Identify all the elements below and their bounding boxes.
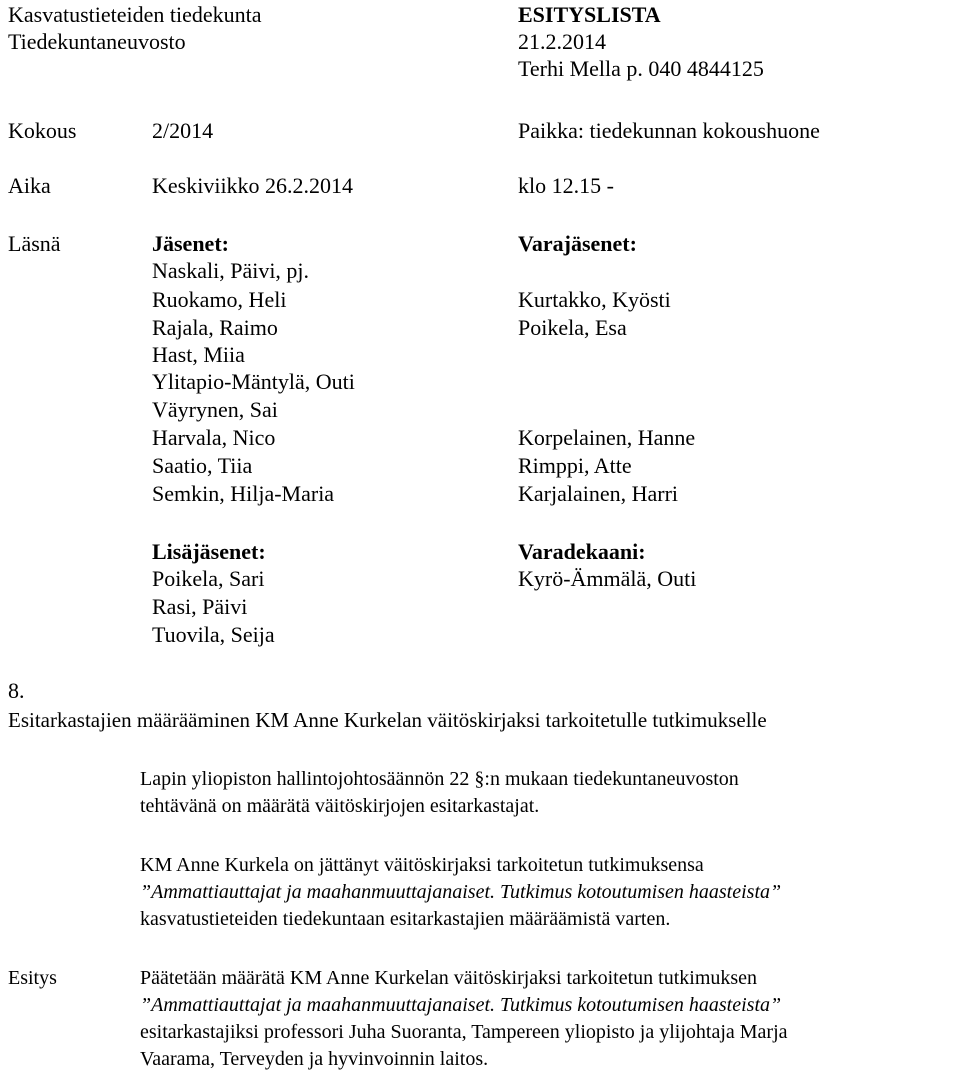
aika-label: Aika: [8, 173, 51, 198]
member-name: Harvala, Nico: [152, 425, 276, 450]
member-name: Semkin, Hilja-Maria: [152, 481, 335, 506]
paragraph-line: Lapin yliopiston hallintojohtosäännön 22 §:n mukaan tiedekuntaneuvoston: [140, 768, 739, 790]
additional-member-name: Poikela, Sari: [152, 566, 265, 591]
aika-value: Keskiviikko 26.2.2014: [152, 173, 354, 198]
meeting-place: Paikka: tiedekunnan kokoushuone: [518, 118, 820, 143]
additional-member-name: Tuovila, Seija: [152, 622, 275, 647]
members-heading: Jäsenet:: [152, 231, 229, 256]
deputy-name: Korpelainen, Hanne: [518, 425, 696, 450]
faculty-name: Kasvatustieteiden tiedekunta: [8, 2, 262, 27]
deputy-name: Poikela, Esa: [518, 315, 627, 340]
proposal-line: Päätetään määrätä KM Anne Kurkelan väitöskirjaksi tarkoitetun tutkimuksen: [140, 967, 758, 989]
vice-dean-name: Kyrö-Ämmälä, Outi: [518, 566, 697, 591]
item-title: Esitarkastajien määrääminen KM Anne Kurkelan väitöskirjaksi tarkoitetulle tutkimukselle: [8, 708, 767, 732]
deputy-name: Rimppi, Atte: [518, 453, 632, 478]
kokous-value: 2/2014: [152, 118, 214, 143]
esitys-label: Esitys: [8, 967, 57, 989]
document-date: 21.2.2014: [518, 29, 606, 54]
deputies-heading: Varajäsenet:: [518, 231, 637, 256]
additional-members-heading: Lisäjäsenet:: [152, 539, 266, 564]
member-name: Hast, Miia: [152, 342, 245, 367]
proposal-line: esitarkastajiksi professori Juha Suoranta, Tampereen yliopisto ja ylijohtaja Marja: [140, 1021, 788, 1043]
paragraph-line: kasvatustieteiden tiedekuntaan esitarkastajien määräämistä varten.: [140, 908, 671, 930]
member-name: Ylitapio-Mäntylä, Outi: [152, 369, 355, 394]
additional-member-name: Rasi, Päivi: [152, 594, 248, 619]
paragraph-line: KM Anne Kurkela on jättänyt väitöskirjaksi tarkoitetun tutkimuksensa: [140, 854, 704, 876]
meeting-time: klo 12.15 -: [518, 173, 614, 198]
thesis-title: ”Ammattiauttajat ja maahanmuuttajanaiset. Tutkimus kotoutumisen haasteista”: [140, 994, 782, 1016]
paragraph-line: tehtävänä on määrätä väitöskirjojen esitarkastajat.: [140, 795, 540, 817]
item-number: 8.: [8, 678, 25, 703]
document-type: ESITYSLISTA: [518, 2, 661, 27]
member-name: Väyrynen, Sai: [152, 397, 278, 422]
member-name: Saatio, Tiia: [152, 453, 253, 478]
thesis-title: ”Ammattiauttajat ja maahanmuuttajanaiset. Tutkimus kotoutumisen haasteista”: [140, 881, 782, 903]
vice-dean-heading: Varadekaani:: [518, 539, 646, 564]
deputy-name: Kurtakko, Kyösti: [518, 287, 671, 312]
lasna-label: Läsnä: [8, 231, 61, 256]
kokous-label: Kokous: [8, 118, 77, 143]
member-name: Ruokamo, Heli: [152, 287, 287, 312]
proposal-line: Vaarama, Terveyden ja hyvinvoinnin laitos.: [140, 1048, 489, 1070]
member-name: Rajala, Raimo: [152, 315, 278, 340]
contact-person: Terhi Mella p. 040 4844125: [518, 56, 764, 81]
deputy-name: Karjalainen, Harri: [518, 481, 679, 506]
governing-body: Tiedekuntaneuvosto: [8, 29, 186, 54]
member-name: Naskali, Päivi, pj.: [152, 258, 310, 283]
